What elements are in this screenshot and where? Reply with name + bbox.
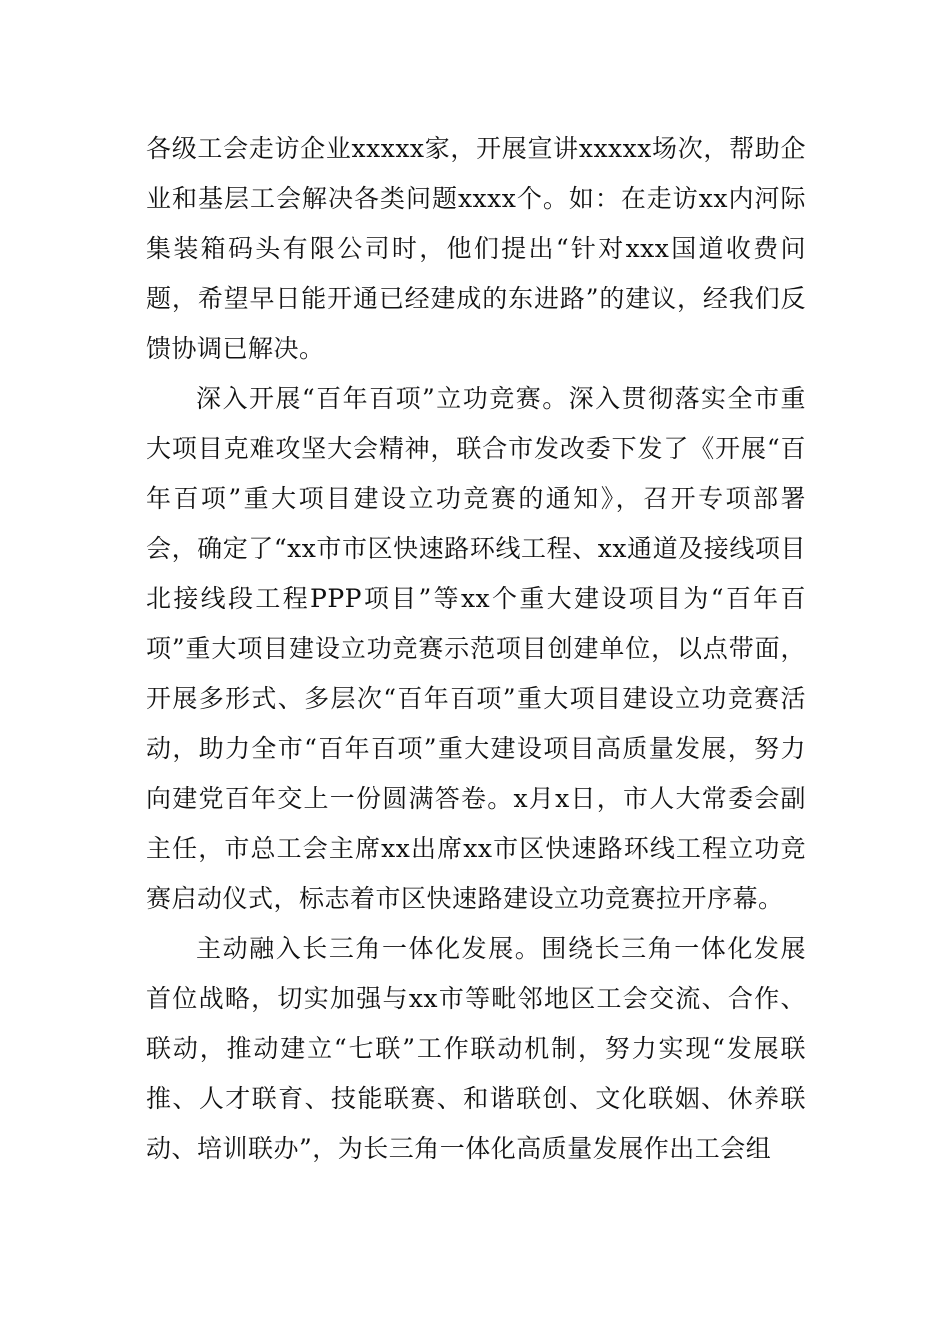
document-body bbox=[146, 124, 806, 1174]
paragraph-centennial-competition: 深入开展“百年百项”立功竞赛。深入贯彻落实全市重大项目克难攻坚大会精神，联合市发改委下发了《开展“百年百项”重大项目建设立功竞赛的通知》，召开专项部署会，确定了“xx市市区快速路环线工程、xx通道及接线项目北接线段工程PPP项目”等xx个重大建设项目为“百年百项”重大项目建设立功竞赛示范项目创建单位，以点带面，开展多形式、多层次“百年百项”重大项目建设立功竞赛活动，助力全市“百年百项”重大建设项目高质量发展，努力向建党百年交上一份圆满答卷。x月x日，市人大常委会副主任，市总工会主席xx出席xx市区快速路环线工程立功竞赛启动仪式，标志着市区快速路建设立功竞赛拉开序幕。 bbox=[146, 384, 806, 913]
paragraph-yangtze-delta-integration: 主动融入长三角一体化发展。围绕长三角一体化发展首位战略，切实加强与xx市等毗邻地区工会交流、合作、联动，推动建立“七联”工作联动机制，努力实现“发展联推、人才联育、技能联赛、和谐联创、文化联姻、休养联动、培训联办”，为长三角一体化高质量发展作出工会组 bbox=[146, 934, 806, 1163]
paragraph-union-visits: 各级工会走访企业xxxxx家，开展宣讲xxxxx场次，帮助企业和基层工会解决各类问题xxxx个。如：在走访xx内河际集装箱码头有限公司时，他们提出“针对xxx国道收费问题，希望早日能开通已经建成的东进路”的建议，经我们反馈协调已解决。 bbox=[146, 134, 806, 363]
